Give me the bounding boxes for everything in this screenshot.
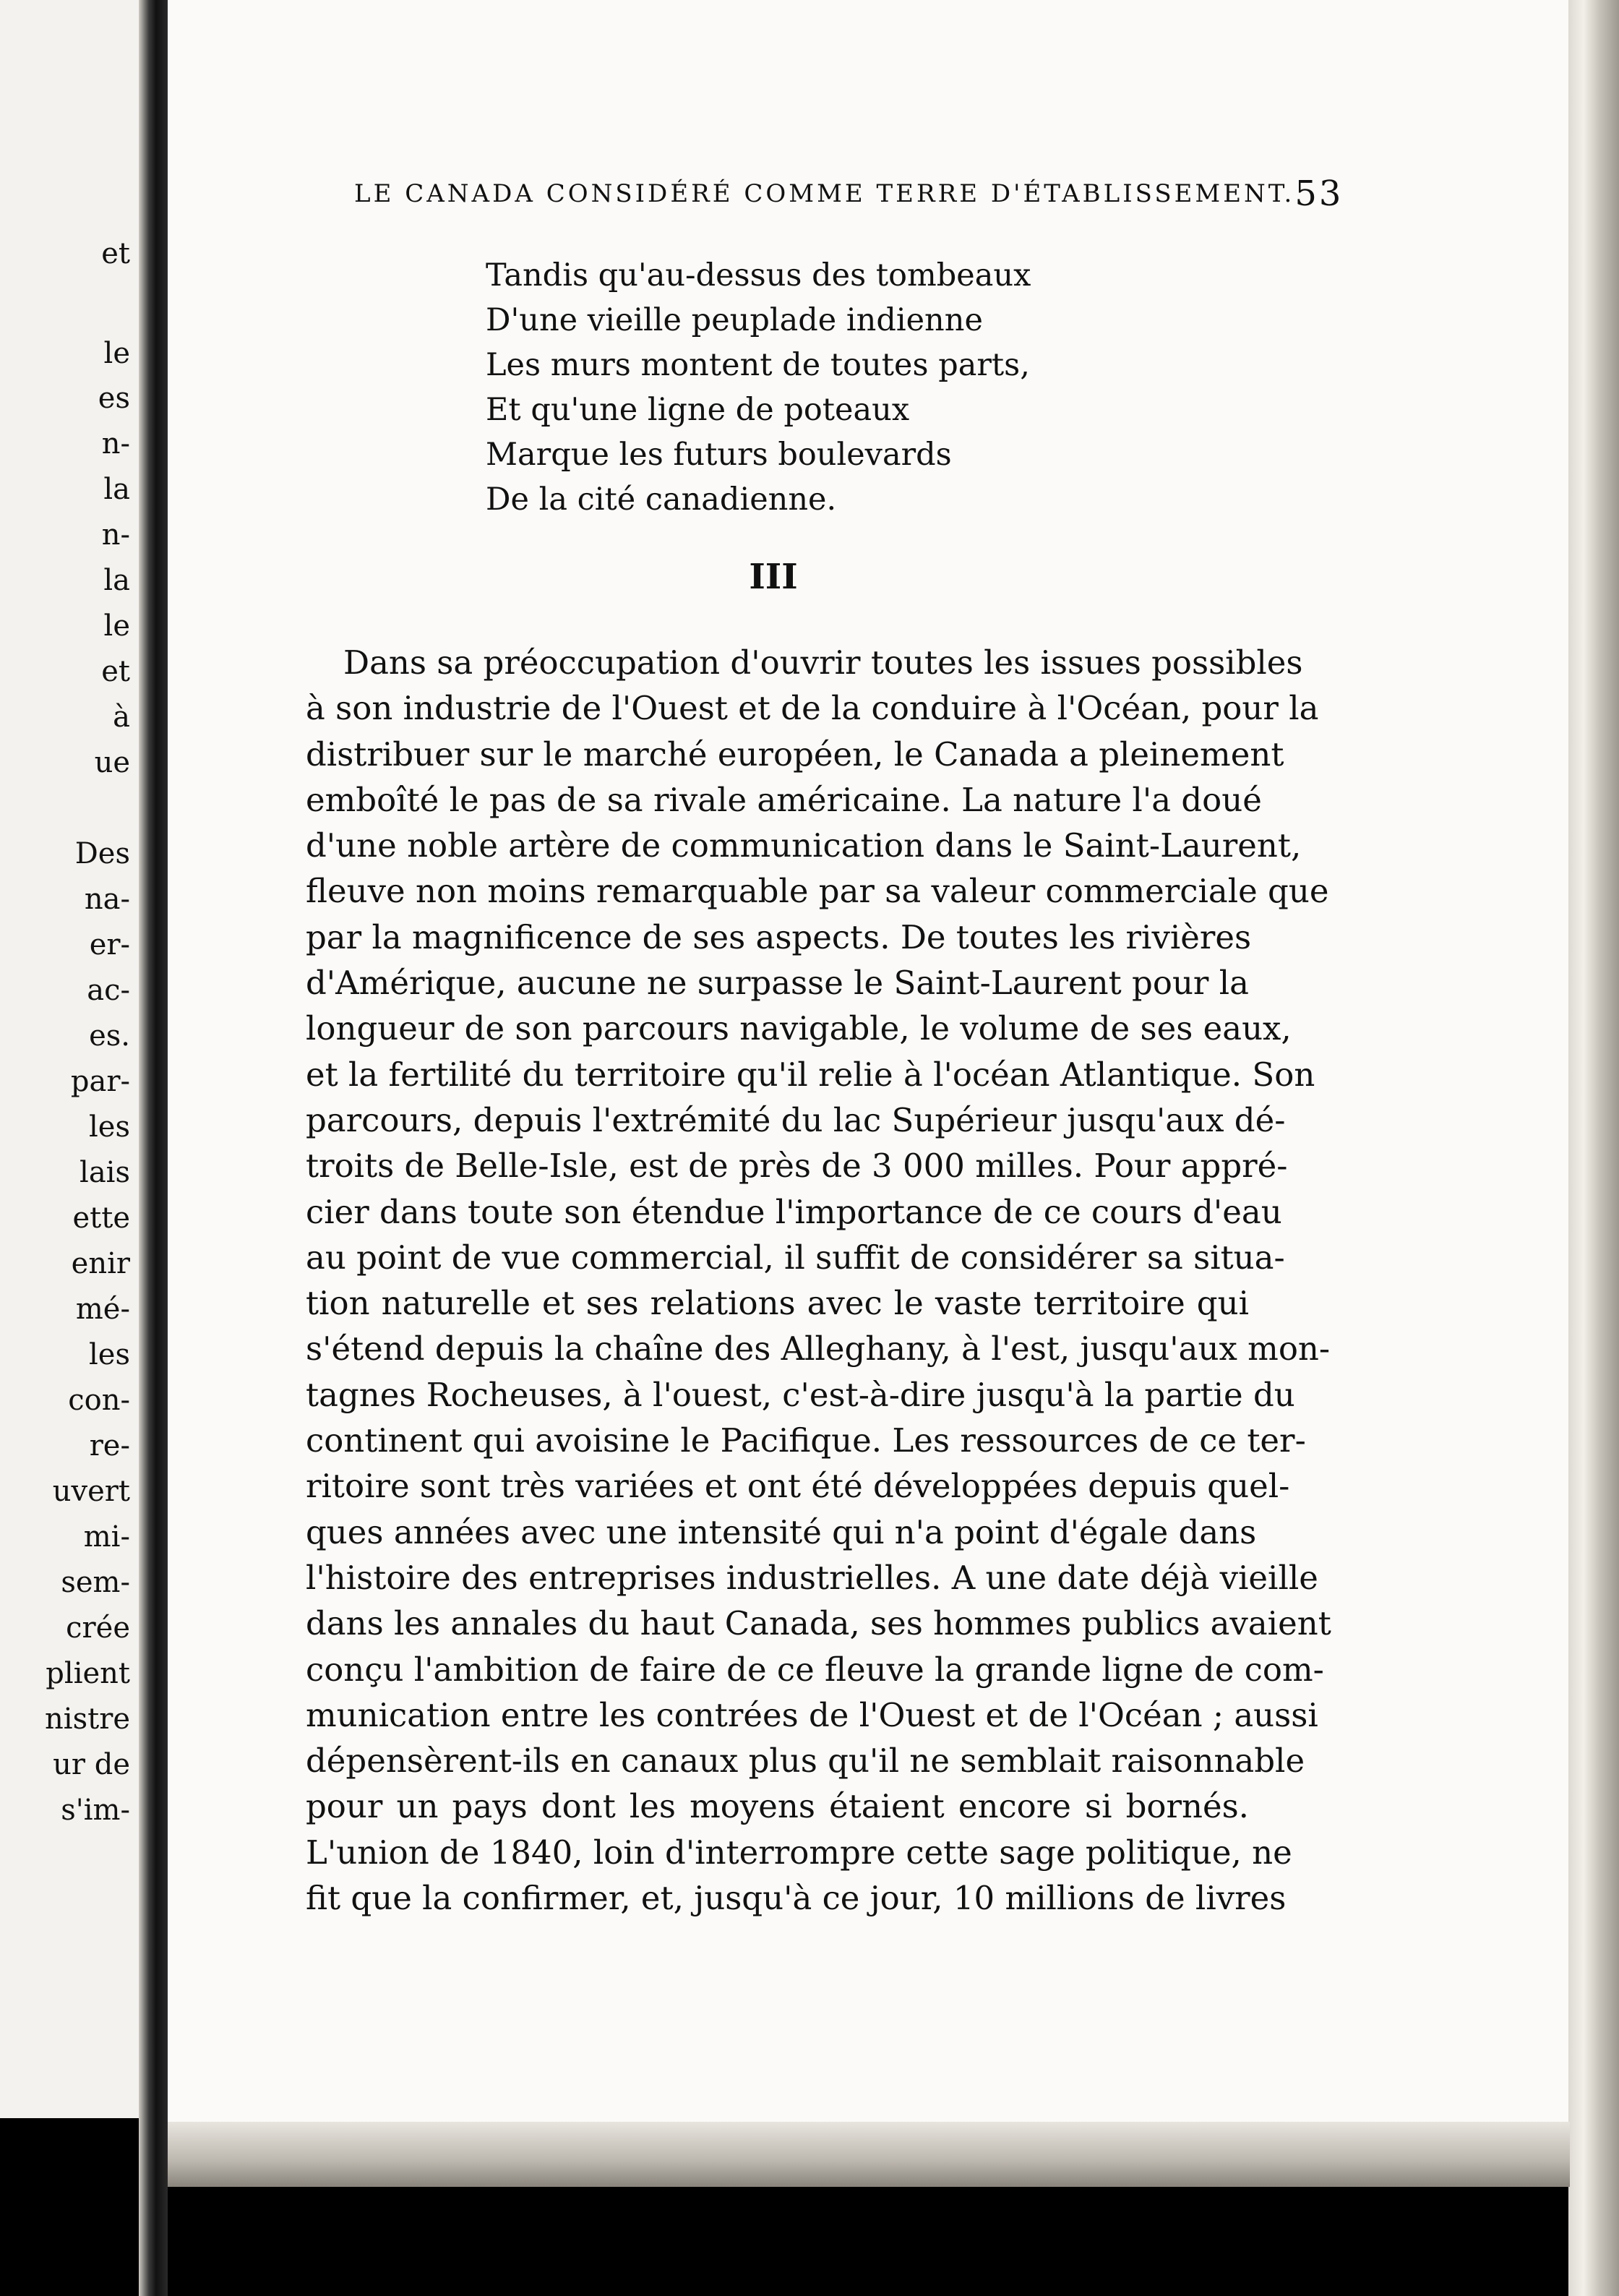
poem-line: Et qu'une ligne de poteaux	[486, 392, 910, 428]
body-line: l'histoire des entreprises industrielles. A une date déjà vieille	[306, 1558, 1318, 1597]
left-text-fragment: uvert	[52, 1475, 130, 1508]
left-text-fragment: n-	[101, 427, 130, 461]
poem-line: Tandis qu'au-dessus des tombeaux	[486, 257, 1031, 294]
body-line: continent qui avoisine le Pacifique. Les ressources de ce ter-	[306, 1421, 1306, 1460]
page-number: 53	[1294, 174, 1344, 214]
left-text-fragment: les	[89, 1110, 130, 1144]
left-text-fragment: le	[103, 609, 130, 643]
poem-line: D'une vieille peuplade indienne	[486, 302, 983, 338]
left-text-fragment: re-	[89, 1429, 130, 1462]
body-line: emboîté le pas de sa rivale américaine. La nature l'a doué	[306, 780, 1262, 819]
body-line: à son industrie de l'Ouest et de la conduire à l'Océan, pour la	[306, 689, 1319, 728]
body-line: conçu l'ambition de faire de ce fleuve la grande ligne de com-	[306, 1650, 1324, 1689]
body-line: ritoire sont très variées et ont été développées depuis quel-	[306, 1467, 1290, 1506]
left-text-fragment: er-	[89, 928, 130, 961]
left-text-fragment: crée	[66, 1611, 130, 1645]
body-paragraph	[306, 640, 1331, 1921]
body-line: parcours, depuis l'extrémité du lac Supérieur jusqu'aux dé-	[306, 1100, 1286, 1139]
left-text-fragment: mé-	[75, 1293, 130, 1326]
running-title: LE CANADA CONSIDÉRÉ COMME TERRE D'ÉTABLISSEMENT.	[354, 179, 1295, 208]
body-line: troits de Belle-Isle, est de près de 3 000 milles. Pour appré-	[306, 1147, 1288, 1186]
left-text-fragment: et	[101, 237, 130, 270]
body-line: dans les annales du haut Canada, ses hommes publics avaient	[306, 1604, 1331, 1643]
poem-line: Les murs montent de toutes parts,	[486, 347, 1030, 383]
body-line: fit que la confirmer, et, jusqu'à ce jour, 10 millions de livres	[306, 1879, 1287, 1918]
body-line: et la fertilité du territoire qu'il relie à l'océan Atlantique. Son	[306, 1055, 1315, 1094]
body-line: s'étend depuis la chaîne des Alleghany, à l'est, jusqu'aux mon-	[306, 1329, 1331, 1368]
running-header	[354, 174, 1344, 214]
page-edge	[1568, 0, 1619, 2296]
body-line: au point de vue commercial, il suffit de considérer sa situa-	[306, 1238, 1285, 1277]
body-line: Dans sa préoccupation d'ouvrir toutes les issues possibles	[343, 643, 1303, 682]
left-text-fragment: nistre	[45, 1702, 130, 1736]
left-text-fragment: et	[101, 655, 130, 688]
left-text-fragment: es.	[89, 1019, 130, 1053]
left-text-fragment: la	[103, 473, 130, 506]
left-text-fragment: na-	[84, 883, 130, 916]
left-text-fragment: Des	[74, 837, 130, 870]
left-text-fragment: ur de	[53, 1748, 130, 1781]
left-text-fragment: ue	[94, 746, 130, 779]
body-line: cier dans toute son étendue l'importance de ce cours d'eau	[306, 1192, 1282, 1231]
body-line: longueur de son parcours navigable, le volume de ses eaux,	[306, 1009, 1292, 1048]
body-line: par la magnificence de ses aspects. De toutes les rivières	[306, 917, 1252, 956]
left-text-fragment: ac-	[87, 974, 130, 1007]
book-gutter	[139, 0, 168, 2296]
body-line: distribuer sur le marché européen, le Canada a pleinement	[306, 734, 1284, 774]
left-text-fragment: s'im-	[61, 1794, 130, 1827]
left-page-fragment	[0, 0, 145, 2118]
left-text-fragment: plient	[46, 1657, 130, 1690]
left-text-fragment: les	[89, 1338, 130, 1371]
left-text-fragment: con-	[68, 1384, 130, 1417]
left-text-fragment: n-	[101, 518, 130, 552]
poem-line: Marque les futurs boulevards	[486, 437, 952, 473]
left-text-fragment: enir	[71, 1247, 130, 1280]
left-text-fragment: lais	[80, 1156, 130, 1189]
body-line: tagnes Rocheuses, à l'ouest, c'est-à-dire jusqu'à la partie du	[306, 1375, 1295, 1414]
poem-stanza	[486, 253, 1031, 522]
body-line: L'union de 1840, loin d'interrompre cette sage politique, ne	[306, 1833, 1292, 1872]
body-line: pour un pays dont les moyens étaient encore si bornés.	[306, 1787, 1249, 1826]
left-text-fragment: le	[103, 337, 130, 370]
body-line: tion naturelle et ses relations avec le vaste territoire qui	[306, 1284, 1249, 1323]
left-text-fragment: sem-	[61, 1566, 130, 1599]
left-text-fragment: es	[98, 382, 130, 415]
left-text-fragment: ette	[72, 1201, 130, 1235]
body-line: d'Amérique, aucune ne surpasse le Saint-Laurent pour la	[306, 964, 1249, 1003]
left-text-fragment: par-	[70, 1065, 130, 1098]
body-line: munication entre les contrées de l'Ouest et de l'Océan ; aussi	[306, 1695, 1318, 1734]
body-line: d'une noble artère de communication dans le Saint-Laurent,	[306, 826, 1302, 865]
left-text-fragment: mi-	[83, 1520, 130, 1554]
section-heading: III	[749, 557, 798, 597]
poem-line: De la cité canadienne.	[486, 481, 837, 518]
left-text-fragment: à	[113, 701, 130, 734]
page-bottom-edge	[168, 2122, 1570, 2187]
left-text-fragment: la	[103, 564, 130, 597]
body-line: fleuve non moins remarquable par sa valeur commerciale que	[306, 872, 1329, 911]
body-line: dépensèrent-ils en canaux plus qu'il ne semblait raisonnable	[306, 1742, 1305, 1781]
body-line: ques années avec une intensité qui n'a point d'égale dans	[306, 1512, 1257, 1551]
